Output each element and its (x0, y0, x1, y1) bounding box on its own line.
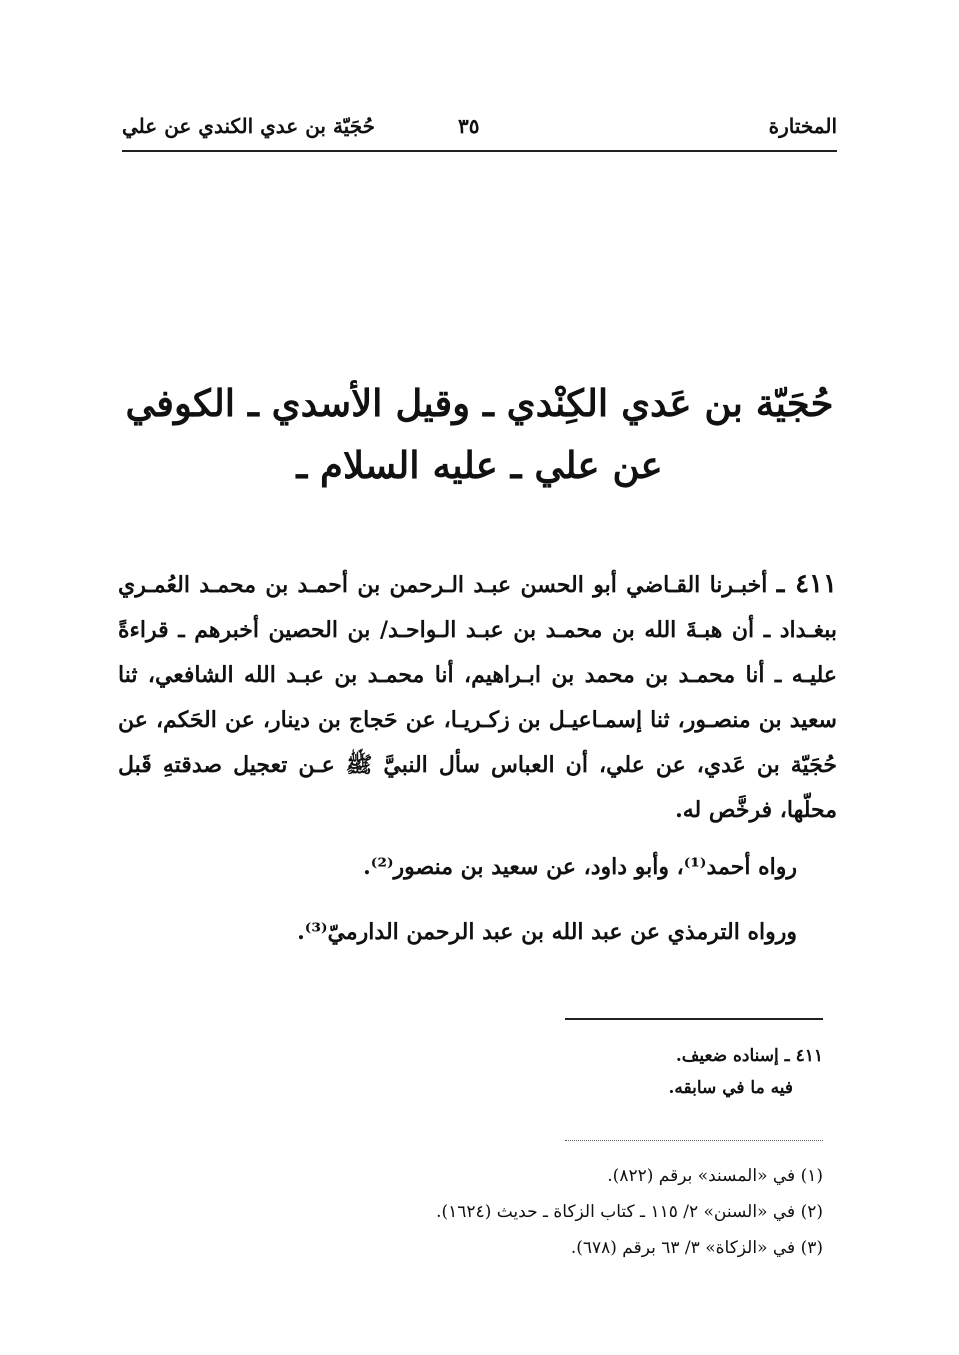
main-separator (565, 1018, 823, 1020)
commentary-line-2: فيه ما في سابقه. (668, 1078, 793, 1098)
chapter-title-line-1: حُجَيّة بن عَدي الكِنْدي ـ وقيل الأسدي ـ الكوفي (125, 381, 834, 425)
chapter-title (100, 372, 859, 496)
header-chapter-title: حُجَيّة بن عدي الكندي عن علي (122, 114, 375, 138)
narration-line-1: رواه أحمد⁽¹⁾، وأبو داود، عن سعيد بن منصور⁽²⁾. (363, 854, 797, 880)
footnotes (200, 1158, 823, 1266)
footnote-3: (٣) في «الزكاة» ٣/ ٦٣ برقم (٦٧٨). (570, 1238, 823, 1258)
footnote-2: (٢) في «السنن» ٢/ ١١٥ ـ كتاب الزكاة ـ حديث (١٦٢٤). (436, 1202, 823, 1222)
footnote-1: (١) في «المسند» برقم (٨٢٢). (607, 1166, 823, 1186)
main-text (118, 562, 837, 955)
page-number: ٣٥ (458, 114, 480, 138)
chapter-title-line-2: عن علي ـ عليه السلام ـ (296, 443, 663, 487)
hadith-paragraph (118, 562, 837, 833)
hadith-number: ٤١١ ـ (776, 569, 837, 599)
running-header (122, 110, 837, 152)
commentary (300, 1040, 823, 1104)
footnote-separator (565, 1140, 823, 1141)
hadith-text: أخبـرنا القـاضي أبو الحسن عبـد الـرحمن بن أحمـد بن محمـد العُمـري ببغـداد ـ أن هبـةَ الله بن محمـد بن عبـد الـواحـد/ بن الحصين أخبرهم ـ قراءةً عليـه ـ أنا محمـد بن محمد بن ابـراهيم، أنا محمـد بن عبـد الله الشافعي، ثنا سعيد بن منصـور، ثنا إسمـاعيـل بن زكـريـا، عن حَجاج بن دينار، عن الحَكم، عن حُجَيّة بن عَدي، عن علي، أن العباس سأل النبيَّ ﷺ عـن تعجيل صدقتهِ قَبل محلّها، فرخَّص له. (118, 572, 837, 823)
commentary-line-1: ٤١١ ـ إسناده ضعيف. (675, 1046, 823, 1066)
header-book-title: المختارة (768, 114, 837, 138)
narration-line-2: ورواه الترمذي عن عبد الله بن عبد الرحمن الدارميّ⁽³⁾. (297, 919, 797, 945)
